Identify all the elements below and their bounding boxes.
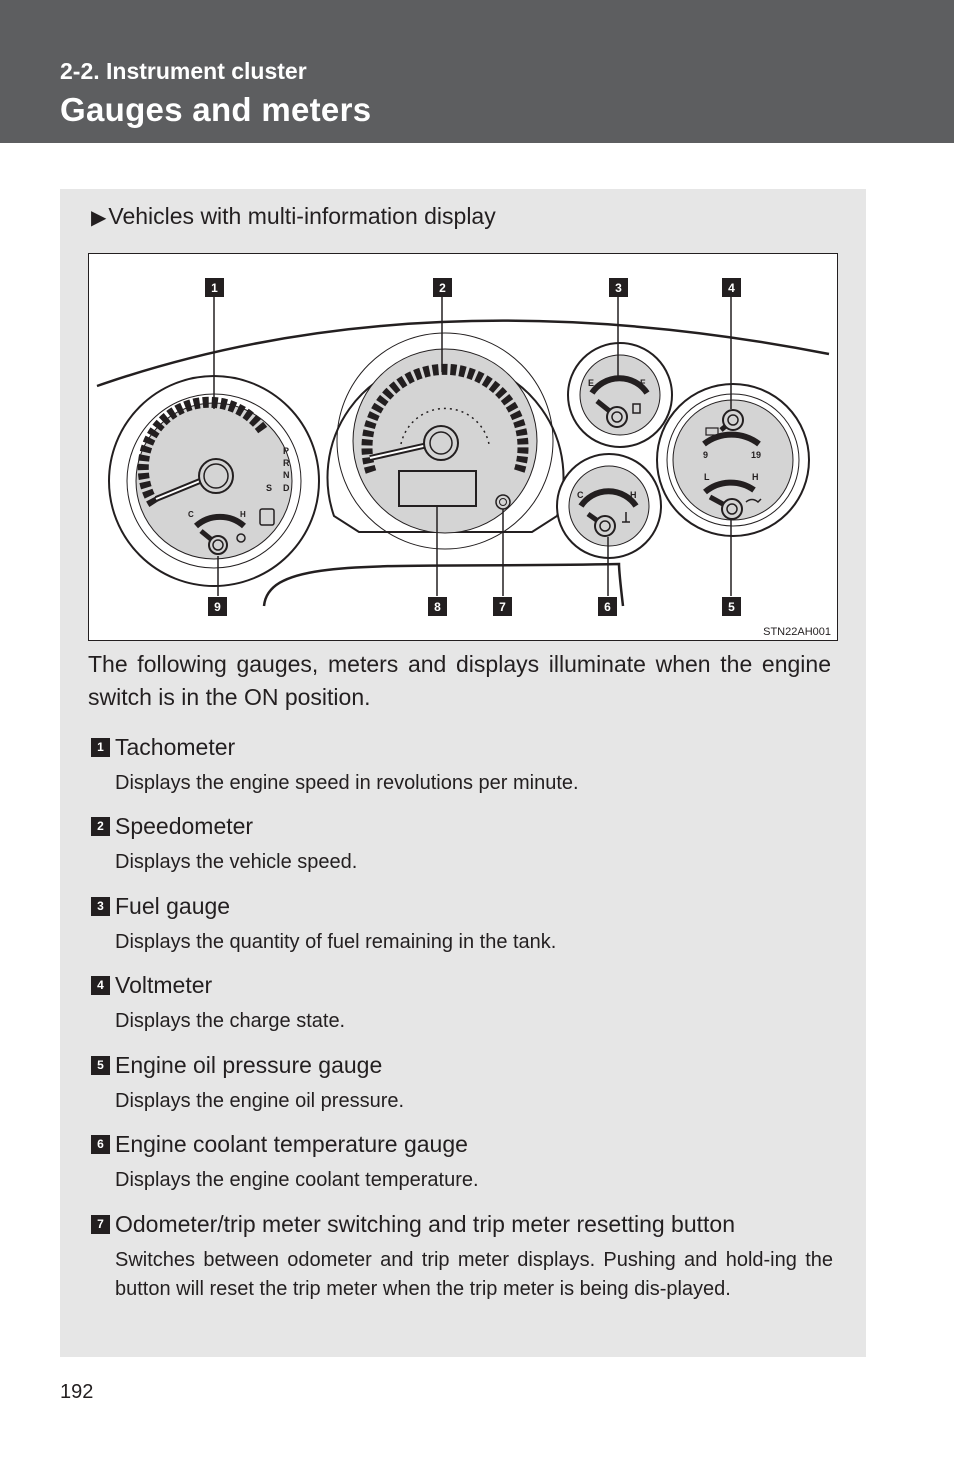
variant-label bbox=[91, 203, 496, 230]
callout-3: 3 bbox=[615, 281, 622, 295]
tach-cold-mark: C bbox=[188, 510, 194, 519]
callout-4: 4 bbox=[728, 281, 735, 295]
item-title: Speedometer bbox=[115, 813, 254, 839]
item-tachometer bbox=[91, 733, 833, 798]
gear-letter-s: S bbox=[266, 483, 273, 493]
item-number-badge: 1 bbox=[91, 738, 110, 757]
item-description: Switches between odometer and trip meter displays. Pushing and hold-ing the button will reset the trip meter when the trip meter is being dis-played. bbox=[115, 1249, 833, 1300]
fuel-empty-mark: E bbox=[588, 378, 595, 388]
coolant-cold-mark: C bbox=[577, 490, 584, 500]
item-number-badge: 5 bbox=[91, 1056, 110, 1075]
tach-hot-mark: H bbox=[240, 510, 246, 519]
item-description: Displays the engine speed in revolutions per minute. bbox=[115, 772, 579, 794]
volt-high-mark: 19 bbox=[751, 450, 762, 460]
item-speedometer bbox=[91, 812, 833, 877]
volt-low-mark: 9 bbox=[703, 450, 709, 460]
coolant-gauge bbox=[557, 454, 661, 558]
volt-oil-gauge bbox=[657, 384, 809, 536]
item-voltmeter bbox=[91, 971, 833, 1036]
item-description: Displays the quantity of fuel remaining in the tank. bbox=[115, 931, 557, 953]
callout-9: 9 bbox=[214, 600, 221, 614]
item-trip-button bbox=[91, 1210, 833, 1304]
callout-5: 5 bbox=[728, 600, 735, 614]
trip-reset-button bbox=[496, 495, 510, 509]
item-number-badge: 4 bbox=[91, 976, 110, 995]
item-title: Odometer/trip meter switching and trip meter resetting button bbox=[115, 1211, 736, 1237]
callout-6: 6 bbox=[604, 600, 611, 614]
section-label: 2-2. Instrument cluster bbox=[60, 58, 307, 84]
item-number-badge: 3 bbox=[91, 897, 110, 916]
oil-low-mark: L bbox=[704, 472, 710, 482]
page-header bbox=[0, 0, 954, 143]
callout-8: 8 bbox=[434, 600, 441, 614]
item-description: Displays the engine oil pressure. bbox=[115, 1090, 405, 1112]
item-title: Voltmeter bbox=[115, 972, 213, 998]
item-title: Engine oil pressure gauge bbox=[115, 1052, 383, 1078]
instrument-cluster-figure bbox=[88, 253, 838, 641]
gear-letter-d: D bbox=[283, 483, 290, 493]
item-number-badge: 7 bbox=[91, 1215, 110, 1234]
figure-code: STN22AH001 bbox=[763, 626, 831, 638]
fuel-gauge bbox=[568, 343, 672, 447]
variant-text: Vehicles with multi-information display bbox=[108, 203, 496, 229]
triangle-bullet-icon: ▶ bbox=[91, 207, 107, 229]
callout-2: 2 bbox=[439, 281, 446, 295]
page-title: Gauges and meters bbox=[60, 91, 372, 128]
item-description: Displays the engine coolant temperature. bbox=[115, 1169, 479, 1191]
intro-paragraph: The following gauges, meters and displays illuminate when the engine switch is in the ON position. bbox=[88, 651, 831, 710]
item-title: Engine coolant temperature gauge bbox=[115, 1131, 468, 1157]
gear-letter-r: R bbox=[283, 458, 290, 468]
item-oil-pressure-gauge bbox=[91, 1051, 833, 1116]
item-description: Displays the vehicle speed. bbox=[115, 851, 358, 873]
oil-high-mark: H bbox=[752, 472, 759, 482]
item-number-badge: 2 bbox=[91, 817, 110, 836]
speedometer-gauge bbox=[328, 333, 564, 549]
item-title: Fuel gauge bbox=[115, 893, 231, 919]
page-number: 192 bbox=[60, 1381, 94, 1403]
item-fuel-gauge bbox=[91, 892, 833, 957]
item-coolant-gauge bbox=[91, 1130, 833, 1195]
callout-7: 7 bbox=[499, 600, 506, 614]
callout-1: 1 bbox=[211, 281, 218, 295]
gear-letter-p: P bbox=[283, 446, 290, 456]
fuel-full-mark: F bbox=[640, 378, 646, 388]
item-description: Displays the charge state. bbox=[115, 1010, 346, 1032]
coolant-hot-mark: H bbox=[630, 490, 637, 500]
multi-information-display bbox=[399, 471, 476, 506]
gear-letter-n: N bbox=[283, 470, 290, 480]
item-title: Tachometer bbox=[115, 734, 236, 760]
item-number-badge: 6 bbox=[91, 1135, 110, 1154]
